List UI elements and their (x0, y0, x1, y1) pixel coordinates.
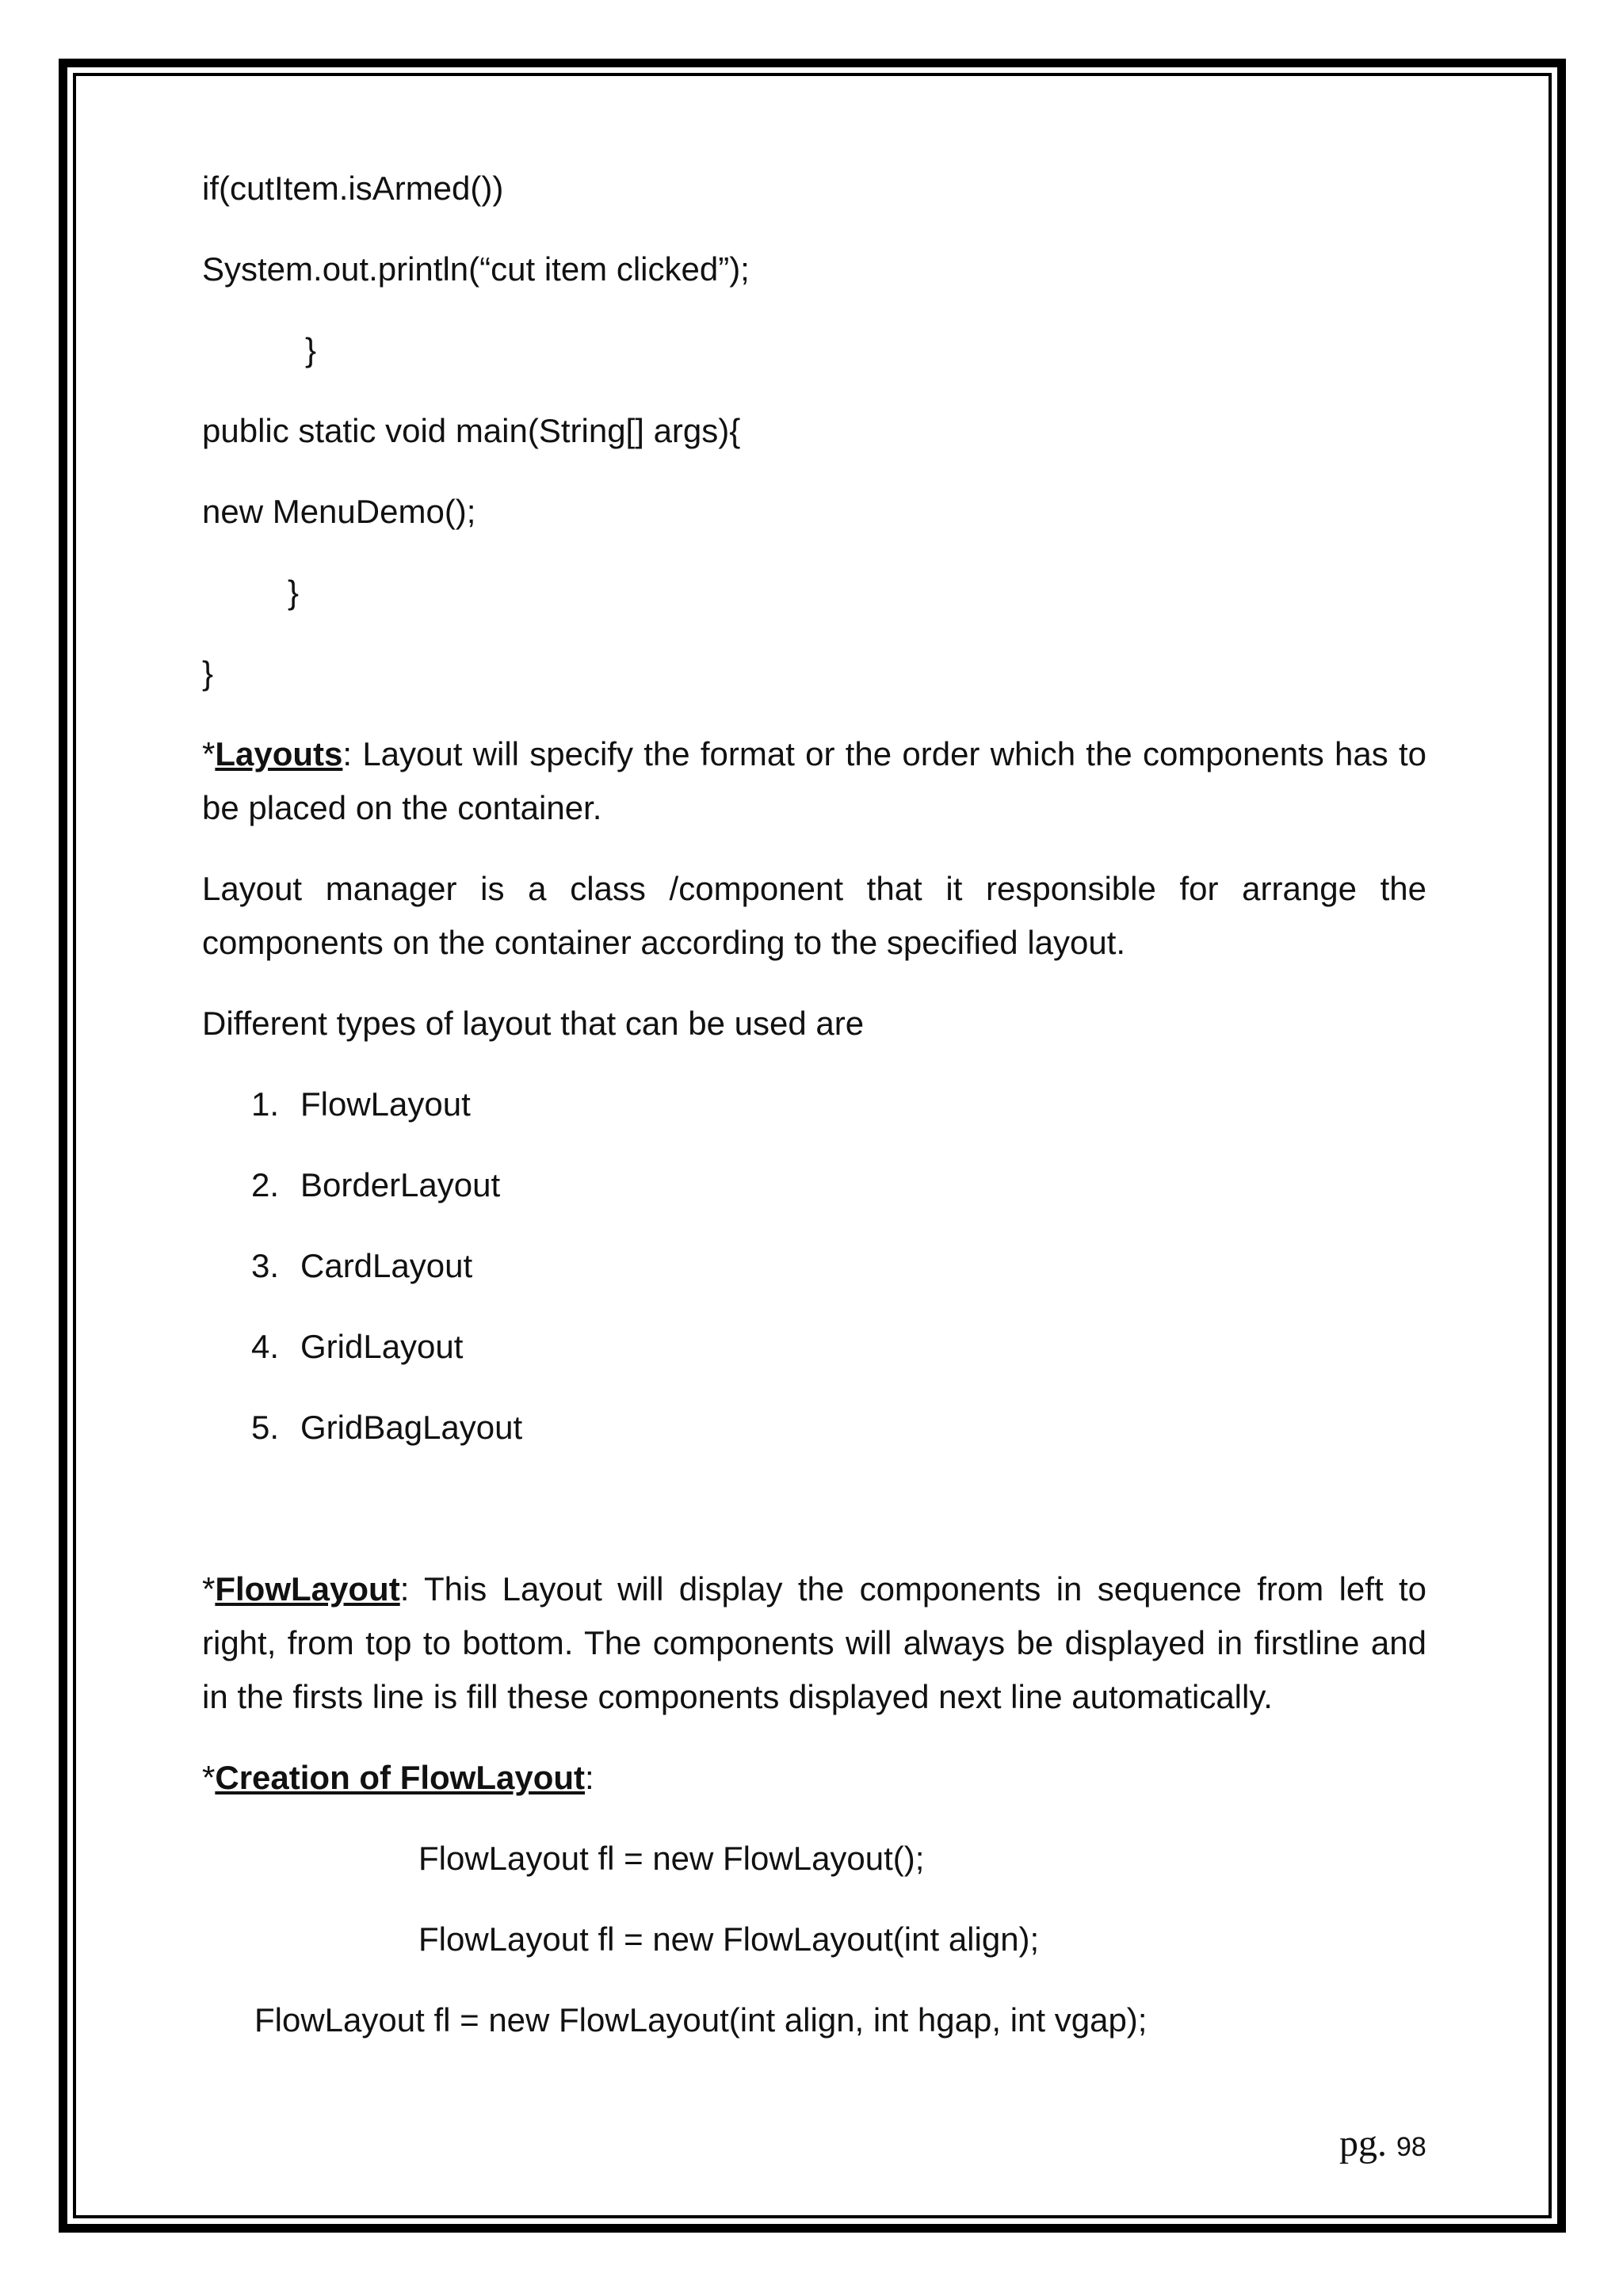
creation-suffix: : (585, 1759, 594, 1796)
list-number: 4. (251, 1328, 280, 1365)
page-border-inner (73, 73, 1552, 2218)
flowlayout-prefix: * (202, 1570, 216, 1608)
flowlayout-paragraph (202, 1562, 1426, 1724)
creation-code-line: FlowLayout fl = new FlowLayout(int align, int hgap, int vgap); (254, 2001, 1148, 2039)
list-number: 1. (251, 1085, 280, 1123)
list-item (251, 1158, 500, 1212)
list-label: GridLayout (300, 1328, 464, 1365)
list-item (251, 1239, 472, 1293)
page-number (1339, 2117, 1426, 2174)
creation-code-line: FlowLayout fl = new FlowLayout(); (418, 1840, 925, 1877)
flowlayout-text: : This Layout will display the components in sequence from left to right, from top to bottom. The components will always be displayed in firstline and in the firsts line is fill these components displayed next line automatically. (202, 1570, 1426, 1715)
list-label: GridBagLayout (300, 1409, 523, 1446)
layout-manager-paragraph: Layout manager is a class /component that it responsible for arrange the components on the container according to the specified layout. (202, 870, 1426, 961)
creation-code-line: FlowLayout fl = new FlowLayout(int align); (418, 1920, 1040, 1958)
list-number: 3. (251, 1247, 280, 1284)
list-item (251, 1401, 522, 1455)
layouts-prefix: * (202, 735, 216, 772)
layouts-text: : Layout will specify the format or the order which the components has to be placed on the container. (202, 735, 1426, 826)
flowlayout-heading: FlowLayout (215, 1570, 400, 1608)
list-label: CardLayout (300, 1247, 473, 1284)
list-item (251, 1320, 463, 1374)
code-line: public static void main(String[] args){ (202, 412, 741, 449)
code-line: if(cutItem.isArmed()) (202, 170, 504, 207)
code-line: } (288, 574, 300, 611)
code-line: } (202, 654, 214, 692)
layouts-heading: Layouts (215, 735, 343, 772)
code-line: } (305, 331, 317, 368)
list-label: FlowLayout (300, 1085, 471, 1123)
page-number-value: 98 (1396, 2132, 1426, 2162)
creation-heading: Creation of FlowLayout (215, 1759, 586, 1796)
types-intro: Different types of layout that can be used are (202, 1005, 865, 1042)
list-item (251, 1077, 471, 1131)
list-label: BorderLayout (300, 1166, 501, 1203)
code-line: System.out.println(“cut item clicked”); (202, 250, 750, 288)
list-number: 5. (251, 1409, 280, 1446)
creation-heading-line (202, 1751, 594, 1805)
page-label: pg. (1339, 2122, 1387, 2164)
list-number: 2. (251, 1166, 280, 1203)
code-line: new MenuDemo(); (202, 493, 476, 530)
layouts-paragraph (202, 727, 1426, 835)
creation-prefix: * (202, 1759, 216, 1796)
